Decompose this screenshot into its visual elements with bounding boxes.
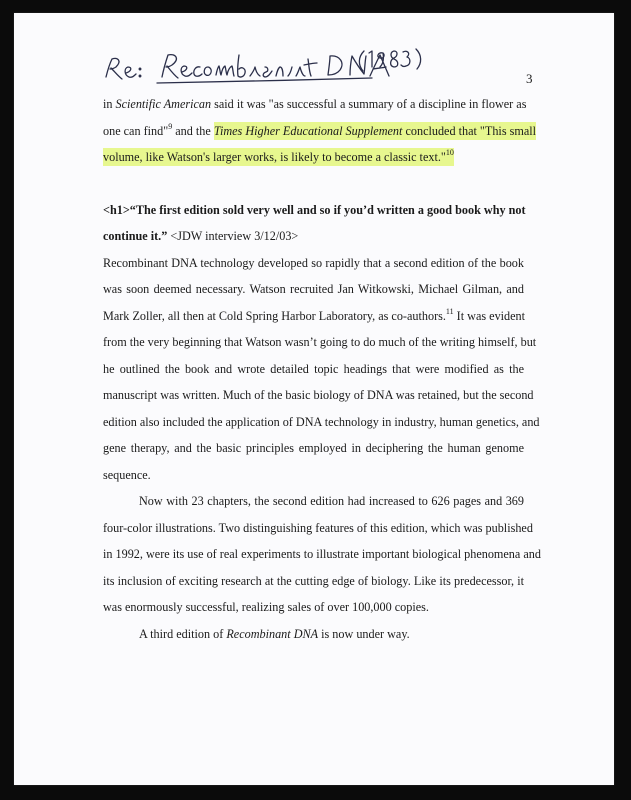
document-page (14, 13, 614, 785)
footnote-ref: 11 (445, 306, 454, 316)
text-line: was soon deemed necessary. Watson recruited Jan Witkowski, Michael Gilman, and (103, 282, 524, 296)
text-line: from the very beginning that Watson wasn’t going to do much of the writing himself, but (103, 335, 537, 349)
page-number: 3 (526, 71, 533, 86)
highlighted-text: Times Higher Educational Supplement concluded that "This small (213, 123, 537, 138)
text-line: edition also included the application of DNA technology in industry, human genetics, and (103, 414, 540, 429)
text-line: he outlined the book and wrote detailed topic headings that were modified as the (103, 361, 524, 376)
text-line: was enormously successful, realizing sales of over 100,000 copies. (103, 600, 429, 614)
text-line (103, 144, 524, 171)
text-line: in Scientific American said it was "as successful a summary of a discipline in flower as (103, 97, 527, 111)
book-title: Recombinant DNA (226, 626, 319, 641)
highlighted-text: volume, like Watson's larger works, is likely to become a classic text."$^{10}$ (103, 148, 454, 164)
text-line: in 1992, were its use of real experiments to illustrate important biological phenomena and (103, 547, 541, 561)
handwritten-note (102, 47, 442, 91)
document-body (103, 91, 541, 647)
text-line: sequence. (103, 467, 151, 482)
text-line: four-color illustrations. Two distinguishing features of this edition, which was published (103, 520, 533, 535)
text-line: A third edition of Recombinant DNA is now under way. (139, 626, 410, 641)
text-line: its inclusion of exciting research at the cutting edge of biology. Like its predecessor, it (103, 573, 524, 588)
text-line: Recombinant DNA technology developed so rapidly that a second edition of the book (103, 255, 524, 270)
text-line: gene therapy, and the basic principles employed in deciphering the human genome (103, 441, 524, 455)
publication-title: Scientific American (115, 97, 212, 111)
text-line: Now with 23 chapters, the second edition had increased to 626 pages and 369 (139, 494, 524, 508)
text-line: Mark Zoller, all then at Cold Spring Harbor Laboratory, as co-authors.$^{11}$ It was evident (103, 306, 526, 323)
footnote-ref: 10 (445, 148, 454, 157)
text-line: one can find"$^9$ and the Times Higher Educational Supplement concluded that "This small (103, 121, 537, 138)
section-heading: <h1>“The first edition sold very well and so if you’d written a good book why not (103, 202, 526, 217)
handwriting-icon (102, 47, 442, 91)
footnote-ref: 9 (168, 121, 173, 131)
text-line: manuscript was written. Much of the basic biology of DNA was retained, but the second (103, 388, 534, 402)
section-heading-line2: continue it.” <JDW interview 3/12/03> (103, 229, 299, 243)
